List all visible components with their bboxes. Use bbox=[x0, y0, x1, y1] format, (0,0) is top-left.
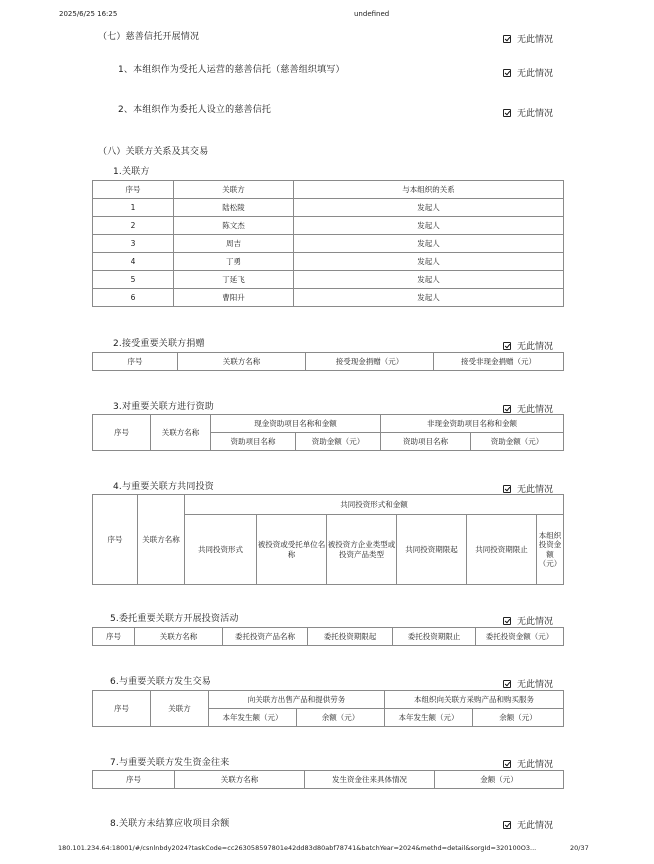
col-header: 关联方名称 bbox=[151, 415, 211, 451]
col-header: 序号 bbox=[93, 415, 151, 451]
checkbox-icon bbox=[503, 342, 511, 350]
checkbox-icon bbox=[503, 821, 511, 829]
col-header: 共同投资形式 bbox=[185, 515, 257, 585]
col-header: 序号 bbox=[93, 181, 174, 199]
funds-table bbox=[92, 770, 564, 789]
col-header: 接受非现金捐赠（元） bbox=[434, 353, 564, 371]
col-header: 关联方 bbox=[174, 181, 294, 199]
col-header: 关联方名称 bbox=[175, 771, 305, 789]
no-situation-checkbox-funding[interactable]: 无此情况 bbox=[503, 402, 553, 415]
col-header: 被投资或受托单位名称 bbox=[257, 515, 327, 585]
col-header: 序号 bbox=[93, 771, 175, 789]
col-header: 关联方 bbox=[151, 691, 209, 727]
col-header: 序号 bbox=[93, 353, 178, 371]
investment-table bbox=[92, 494, 564, 585]
checkbox-icon bbox=[503, 405, 511, 413]
trust-item-2: 2、本组织作为委托人设立的慈善信托 bbox=[118, 105, 272, 115]
no-situation-checkbox-7-1[interactable]: 无此情况 bbox=[503, 66, 553, 79]
col-header: 本组织投资金额（元） bbox=[537, 515, 564, 585]
col-header: 余额（元） bbox=[297, 709, 385, 727]
checkbox-icon bbox=[503, 69, 511, 77]
entrusted-title: 5.委托重要关联方开展投资活动 bbox=[110, 614, 239, 624]
col-header: 资助金额（元） bbox=[296, 433, 381, 451]
entrusted-table bbox=[92, 627, 564, 646]
col-header: 资助项目名称 bbox=[381, 433, 471, 451]
col-header: 关联方名称 bbox=[178, 353, 306, 371]
col-header: 发生资金往来具体情况 bbox=[305, 771, 435, 789]
no-situation-checkbox-trade[interactable]: 无此情况 bbox=[503, 677, 553, 690]
col-header: 委托投资期限起 bbox=[308, 628, 393, 646]
col-header: 本年发生额（元） bbox=[385, 709, 473, 727]
col-header: 委托投资金额（元） bbox=[476, 628, 564, 646]
checkbox-icon bbox=[503, 760, 511, 768]
col-header: 序号 bbox=[93, 628, 135, 646]
col-header: 委托投资产品名称 bbox=[223, 628, 308, 646]
col-header: 本组织向关联方采购产品和购买服务 bbox=[385, 691, 564, 709]
no-situation-checkbox-funds[interactable]: 无此情况 bbox=[503, 757, 553, 770]
trust-item-1: 1、本组织作为受托人运营的慈善信托（慈善组织填写） bbox=[118, 65, 345, 75]
investment-title: 4.与重要关联方共同投资 bbox=[113, 482, 214, 492]
no-situation-checkbox-donation[interactable]: 无此情况 bbox=[503, 339, 553, 352]
trade-table bbox=[92, 690, 564, 727]
donation-table bbox=[92, 352, 564, 371]
no-situation-checkbox-7-2[interactable]: 无此情况 bbox=[503, 106, 553, 119]
col-header: 非现金资助项目名称和金额 bbox=[381, 415, 564, 433]
checkbox-icon bbox=[503, 617, 511, 625]
no-situation-checkbox-investment[interactable]: 无此情况 bbox=[503, 482, 553, 495]
col-header: 资助项目名称 bbox=[211, 433, 296, 451]
funding-table bbox=[92, 414, 564, 451]
table-row: 2 陈文杰 发起人 bbox=[93, 217, 564, 235]
col-header: 余额（元） bbox=[473, 709, 564, 727]
col-header: 被投资方企业类型或投资产品类型 bbox=[327, 515, 397, 585]
no-situation-checkbox-entrusted[interactable]: 无此情况 bbox=[503, 614, 553, 627]
print-title: undefined bbox=[354, 10, 390, 18]
col-header: 委托投资期限止 bbox=[393, 628, 476, 646]
related-parties-table bbox=[92, 180, 564, 307]
checkbox-icon bbox=[503, 109, 511, 117]
section8-title: （八）关联方关系及其交易 bbox=[98, 147, 209, 157]
funding-title: 3.对重要关联方进行资助 bbox=[113, 402, 214, 412]
table-row: 6 曹阳升 发起人 bbox=[93, 289, 564, 307]
checkbox-icon bbox=[503, 680, 511, 688]
receivable-title: 8.关联方未结算应收项目余额 bbox=[110, 819, 230, 829]
col-header: 关联方名称 bbox=[135, 628, 223, 646]
print-datetime: 2025/6/25 16:25 bbox=[59, 10, 118, 18]
col-header: 序号 bbox=[93, 495, 138, 585]
col-header: 共同投资形式和金额 bbox=[185, 495, 564, 515]
section7-title: （七）慈善信托开展情况 bbox=[98, 32, 200, 42]
checkbox-icon bbox=[503, 485, 511, 493]
col-header: 资助金额（元） bbox=[471, 433, 564, 451]
col-header: 金额（元） bbox=[435, 771, 564, 789]
table-row: 5 丁延飞 发起人 bbox=[93, 271, 564, 289]
footer-url[interactable]: 180.101.234.64:18001/#/csnlnbdy2024?taskCode=cc263058597801e42dd83d80abf78741&batchYear=2024&methd=detail&sorgId=320100O3... bbox=[58, 844, 537, 852]
table-row: 4 丁勇 发起人 bbox=[93, 253, 564, 271]
col-header: 接受现金捐赠（元） bbox=[306, 353, 434, 371]
col-header: 本年发生额（元） bbox=[209, 709, 297, 727]
col-header: 共同投资期限止 bbox=[467, 515, 537, 585]
col-header: 关联方名称 bbox=[138, 495, 185, 585]
col-header: 现金资助项目名称和金额 bbox=[211, 415, 381, 433]
page-number: 20/37 bbox=[570, 844, 589, 852]
donation-title: 2.接受重要关联方捐赠 bbox=[113, 339, 205, 349]
col-header: 序号 bbox=[93, 691, 151, 727]
col-header: 向关联方出售产品和提供劳务 bbox=[209, 691, 385, 709]
checkbox-icon bbox=[503, 35, 511, 43]
trade-title: 6.与重要关联方发生交易 bbox=[110, 677, 211, 687]
no-situation-checkbox-7[interactable]: 无此情况 bbox=[503, 32, 553, 45]
related-parties-title: 1.关联方 bbox=[113, 167, 150, 177]
funds-title: 7.与重要关联方发生资金往来 bbox=[110, 758, 230, 768]
col-header: 与本组织的关系 bbox=[294, 181, 564, 199]
table-row: 1 陆松陵 发起人 bbox=[93, 199, 564, 217]
no-situation-checkbox-receivable[interactable]: 无此情况 bbox=[503, 818, 553, 831]
table-row: 3 周吉 发起人 bbox=[93, 235, 564, 253]
col-header: 共同投资期限起 bbox=[397, 515, 467, 585]
